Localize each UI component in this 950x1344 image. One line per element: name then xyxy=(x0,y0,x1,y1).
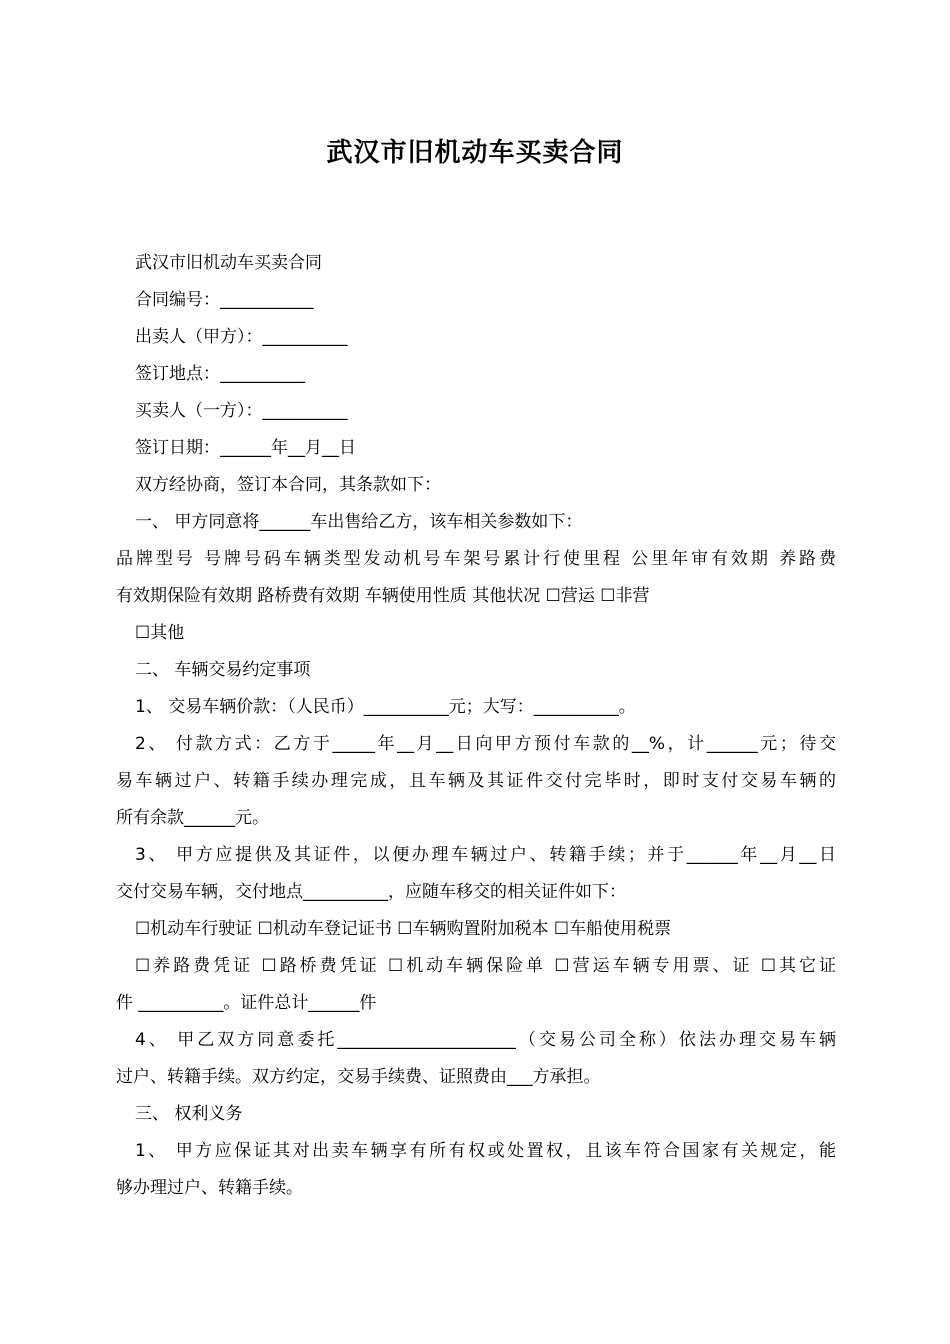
clause-2-1: 1、 交易车辆价款：（人民币）__________元；大写：__________。 xyxy=(135,697,636,717)
contract-number-line: 合同编号：___________ xyxy=(135,290,314,310)
clause-2-heading: 二、 车辆交易约定事项 xyxy=(135,660,311,680)
clause-3-1-line-2: 够办理过户、转籍手续。 xyxy=(116,1178,303,1198)
signing-place-line: 签订地点：__________ xyxy=(135,364,305,384)
seller-line: 出卖人（甲方）：__________ xyxy=(135,327,348,347)
clause-1-heading: 一、 甲方同意将______车出售给乙方，该车相关参数如下： xyxy=(135,512,583,532)
clause-2-2-line-3: 所有余款______元。 xyxy=(116,808,269,828)
documents-checklist-line-3: 件 __________。证件总计______件 xyxy=(116,993,377,1013)
contract-body xyxy=(116,245,836,1207)
clause-2-4-line-1: 4、 甲乙双方同意委托_____________________（交易公司全称）依法办理交易车辆 xyxy=(135,1030,836,1050)
vehicle-params-line-1: 品牌型号 号牌号码车辆类型发动机号车架号累计行使里程 公里年审有效期 养路费 xyxy=(116,549,836,569)
document-title: 武汉市旧机动车买卖合同 xyxy=(326,138,624,168)
clause-2-3-line-2: 交付交易车辆，交付地点__________，应随车移交的相关证件如下： xyxy=(116,882,626,902)
contract-name-line: 武汉市旧机动车买卖合同 xyxy=(135,253,322,273)
clause-2-4-line-2: 过户、转籍手续。双方约定，交易手续费、证照费由___方承担。 xyxy=(116,1067,601,1087)
clause-3-heading: 三、 权利义务 xyxy=(135,1104,243,1124)
vehicle-params-line-2: 有效期保险有效期 路桥费有效期 车辆使用性质 其他状况 ☐营运 ☐非营 xyxy=(116,586,650,606)
signing-date-line: 签订日期：______年__月__日 xyxy=(135,438,356,458)
documents-checklist-line-2: ☐养路费凭证 ☐路桥费凭证 ☐机动车辆保险单 ☐营运车辆专用票、证 ☐其它证 xyxy=(135,956,836,976)
documents-checklist-line-1: ☐机动车行驶证 ☐机动车登记证书 ☐车辆购置附加税本 ☐车船使用税票 xyxy=(135,919,672,939)
clause-2-2-line-2: 易车辆过户、转籍手续办理完成，且车辆及其证件交付完毕时，即时支付交易车辆的 xyxy=(116,771,836,791)
intro-line: 双方经协商，签订本合同，其条款如下： xyxy=(135,475,441,495)
vehicle-params-line-3: ☐其他 xyxy=(135,623,185,643)
clause-2-3-line-1: 3、 甲方应提供及其证件，以便办理车辆过户、转籍手续；并于______年__月__日 xyxy=(135,845,836,865)
clause-3-1-line-1: 1、 甲方应保证其对出卖车辆享有所有权或处置权，且该车符合国家有关规定，能 xyxy=(135,1141,836,1161)
buyer-line: 买卖人（一方）：__________ xyxy=(135,401,348,421)
clause-2-2-line-1: 2、 付款方式：乙方于_____年__月__日向甲方预付车款的__%，计______元；待交 xyxy=(135,734,836,754)
